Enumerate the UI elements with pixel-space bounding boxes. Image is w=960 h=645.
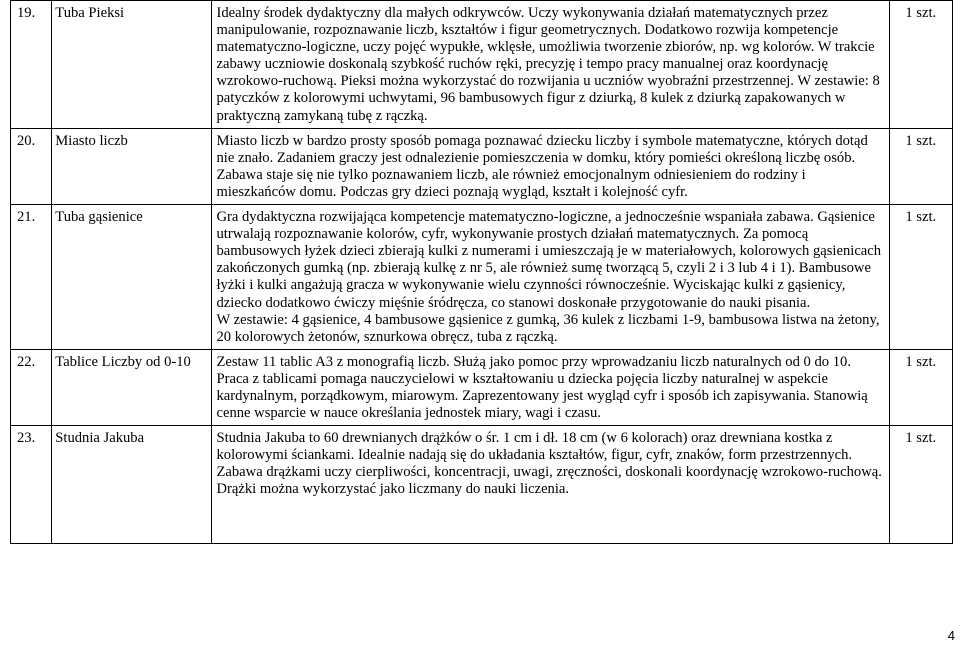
item-description: Idealny środek dydaktyczny dla małych odkrywców. Uczy wykonywania działań matematycznych przez manipulowanie, rozpoznawanie liczb, kształtów i figur geometrycznych. Dodatkowo rozwija kompetencje matematyczno-logiczne, uczy pojęć wypukłe, wklęsłe, umożliwia tworzenie zbiorów, np. wg kolorów. W trakcie zabawy uczniowie doskonalą szybkość ruchów ręki, precyzję i tempo pracy manualnej oraz koordynację wzrokowo-ruchową. Pieksi można wykorzystać do rozwijania u uczniów wyobraźni przestrzennej. W zestawie: 8 patyczków z kolorowymi uchwytami, 96 bambusowych figur z dziurką, 8 kulek z dziurką zapakowanych w praktyczną zamykaną tubę z rączką.	[212, 1, 889, 129]
item-name: Tuba Pieksi	[52, 1, 212, 129]
item-number: 20.	[11, 128, 52, 204]
item-description: Studnia Jakuba to 60 drewnianych drążków o śr. 1 cm i dł. 18 cm (w 6 kolorach) oraz drewniana kostka z kolorowymi ściankami. Idealnie nadają się do układania kształtów, figur, cyfr, znaków, form przestrzennych. Zabawa drążkami uczy cierpliwości, koncentracji, uwagi, zręczności, doskonali koordynację wzrokowo-ruchową. Drążki można wykorzystać jako liczmany do nauki liczenia.	[212, 426, 889, 544]
item-number: 19.	[11, 1, 52, 129]
items-table	[10, 0, 953, 544]
table-row	[11, 128, 953, 204]
item-quantity: 1 szt.	[889, 1, 953, 129]
item-name: Miasto liczb	[52, 128, 212, 204]
item-number: 23.	[11, 426, 52, 544]
item-name: Tablice Liczby od 0-10	[52, 349, 212, 425]
table-row	[11, 426, 953, 544]
item-quantity: 1 szt.	[889, 128, 953, 204]
item-description: Zestaw 11 tablic A3 z monografią liczb. Służą jako pomoc przy wprowadzaniu liczb naturalnych od 0 do 10. Praca z tablicami pomaga nauczycielowi w kształtowaniu u dziecka pojęcia liczby naturalnej w aspekcie kardynalnym, porządkowym, miarowym. Zaprezentowany jest wygląd cyfr i sposób ich zapisywania. Stanowią cenne wsparcie w nauce określania jednostek miary, wagi i czasu.	[212, 349, 889, 425]
item-description-cell	[212, 205, 889, 350]
item-number: 21.	[11, 205, 52, 350]
item-description: Miasto liczb w bardzo prosty sposób pomaga poznawać dziecku liczby i symbole matematyczne, których dotąd nie znało. Zadaniem graczy jest odnalezienie pomieszczenia w domku, który pomieści określoną liczbę osób. Zabawa staje się nie tylko poznawaniem liczb, ale również emocjonalnym odniesieniem do rodziny i mieszkańców domu. Podczas gry dzieci poznają wygląd, kształt i kolejność cyfr.	[212, 128, 889, 204]
item-name: Studnia Jakuba	[52, 426, 212, 544]
item-name: Tuba gąsienice	[52, 205, 212, 350]
item-number: 22.	[11, 349, 52, 425]
table-row	[11, 349, 953, 425]
table-row	[11, 1, 953, 129]
table-row	[11, 205, 953, 350]
page-number: 4	[947, 628, 955, 643]
item-quantity: 1 szt.	[889, 349, 953, 425]
item-description-contents: W zestawie: 4 gąsienice, 4 bambusowe gąsienice z gumką, 36 kulek z liczbami 1-9, bambusowa listwa na żetony, 20 kolorowych żetonów, sznurkowa obręcz, tuba z rączką.	[216, 311, 880, 345]
item-description: Gra dydaktyczna rozwijająca kompetencje matematyczno-logiczne, a jednocześnie wspaniała zabawa. Gąsienice utrwalają rozpoznawanie kolorów, cyfr, wykonywanie prostych działań matematycznych. Za pomocą bambusowych łyżek dzieci zbierają kulki z numerami i umieszczają je w materiałowych, kolorowych gąsienicach zakończonych gumką (np. zbierają kulkę z nr 5, ale również sumę tworzącą 5, czyli 2 i 3 lub 4 i 1). Bambusowe łyżki i kulki angażują gracza w wykonywanie wielu czynności równocześnie. Wyciskając kulki z gąsienicy, dziecko dodatkowo ćwiczy mięśnie śródręcza, co stanowi doskonałe przygotowanie do nauki pisania.	[216, 209, 882, 311]
item-quantity: 1 szt.	[889, 426, 953, 544]
item-quantity: 1 szt.	[889, 205, 953, 350]
